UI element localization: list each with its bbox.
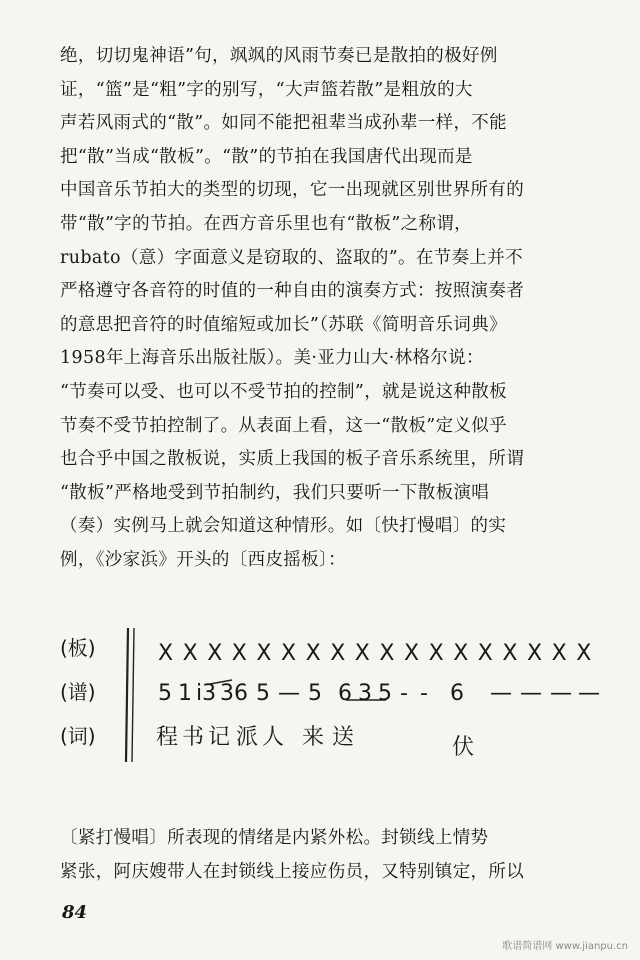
score-label-ci: (词) — [60, 724, 96, 748]
note-mark: 5 — [378, 681, 392, 706]
note-mark: 36 — [220, 681, 248, 706]
beat-mark: X — [182, 641, 198, 666]
beat-mark: X — [305, 641, 321, 666]
text-line: 声若风雨式的“散”。如同不能把祖辈当成孙辈一样，不能 — [60, 113, 507, 134]
text-line: 1958年上海音乐出版社版）。美·亚力山大·林格尔说： — [60, 348, 484, 369]
note-mark: - — [400, 681, 408, 706]
note-mark: - — [420, 681, 428, 706]
text-line: 中国音乐节拍大的类型的切现，它一出现就区别世界所有的 — [60, 180, 525, 201]
lyric-char: 送 — [332, 725, 355, 750]
lyric-char: 记 — [208, 725, 231, 750]
beat-mark: X — [231, 641, 247, 666]
beat-mark: X — [477, 641, 493, 666]
text-line: 节奏不受节拍控制了。从表面上看，这一“散板”定义似乎 — [60, 415, 507, 436]
lyric-char: 程 — [156, 725, 179, 750]
note-mark: 5 — [158, 681, 172, 706]
text-line: 紧张，阿庆嫂带人在封锁线上接应伤员，又特别镇定，所以 — [60, 861, 525, 882]
watermark: 歌谱简谱网 www.jianpu.cn — [502, 941, 628, 952]
score-bar-left — [126, 628, 128, 762]
text-line: 的意思把音符的时值缩短或加长”（苏联《简明音乐词典》 — [60, 314, 507, 335]
score-bar-right — [132, 628, 134, 762]
text-line: 绝，切切鬼神语”句，飒飒的风雨节奏已是散拍的极好例 — [60, 46, 498, 66]
score-label-ban: (板) — [60, 636, 96, 660]
note-mark: 6 — [338, 681, 352, 706]
paragraph-top — [60, 40, 620, 578]
note-mark: — — [520, 681, 542, 706]
note-mark: 5 — [308, 681, 322, 706]
text-line: 〔紧打慢唱〕所表现的情绪是内紧外松。封锁线上情势 — [60, 828, 489, 848]
note-mark: 1 — [178, 681, 192, 706]
beat-mark: X — [256, 641, 272, 666]
text-line: 带“散”字的节拍。在西方音乐里也有“散板”之称谓， — [60, 213, 473, 234]
text-line: 严格遵守各音符的时值的一种自由的演奏方式：按照演奏者 — [60, 281, 525, 302]
score-label-pu: (谱) — [60, 680, 96, 704]
text-line: 证，“篮”是“粗”字的别写，“大声篮若散”是粗放的大 — [60, 79, 473, 100]
note-mark: i3 — [196, 681, 217, 706]
text-line: 也合乎中国之散板说，实质上我国的板子音乐系统里，所谓 — [60, 449, 525, 470]
note-mark: — — [550, 681, 572, 706]
beat-mark: X — [281, 641, 297, 666]
page-number: 84 — [62, 902, 88, 923]
beat-mark: X — [502, 641, 518, 666]
beat-mark: X — [576, 641, 592, 666]
beat-mark: X — [330, 641, 346, 666]
lyric-char: 来 — [302, 725, 325, 750]
lyric-char: 书 — [182, 725, 205, 750]
beat-mark: X — [527, 641, 543, 666]
note-mark: 6 — [450, 681, 464, 706]
text-line: 例，《沙家浜》开头的〔西皮摇板〕： — [60, 549, 346, 570]
lyric-char: 派 — [236, 725, 259, 750]
lyric-char: 伏 — [452, 735, 475, 760]
note-mark: — — [578, 681, 600, 706]
paragraph-bottom — [60, 822, 620, 889]
beat-mark: X — [354, 641, 370, 666]
handwritten-score — [60, 622, 640, 772]
text-line: “散板”严格地受到节拍制约，我们只要听一下散板演唱 — [60, 482, 490, 503]
lyric-row — [156, 725, 474, 760]
text-line: 把“散”当成“散板”。“散”的节拍在我国唐代出现而是 — [60, 146, 473, 167]
beat-mark: X — [158, 641, 174, 666]
beat-mark: X — [404, 641, 420, 666]
note-mark: — — [490, 681, 512, 706]
note-mark: — — [278, 681, 300, 706]
note-mark: 5 — [256, 681, 270, 706]
beat-mark: X — [379, 641, 395, 666]
text-line: rubato（意）字面意义是窃取的、盗取的”。在节奏上并不 — [60, 247, 523, 268]
beat-mark: X — [453, 641, 469, 666]
note-mark: 3 — [358, 681, 372, 706]
beat-mark: X — [551, 641, 567, 666]
beat-mark: X — [428, 641, 444, 666]
note-row — [158, 681, 600, 706]
beat-mark: X — [207, 641, 223, 666]
text-line: （奏）实例马上就会知道这种情形。如〔快打慢唱〕的实 — [60, 516, 507, 537]
text-line: “节奏可以受、也可以不受节拍的控制”，就是说这种散板 — [60, 381, 507, 402]
score-drawing — [60, 622, 640, 772]
lyric-char: 人 — [262, 725, 285, 750]
beat-row — [158, 641, 591, 666]
